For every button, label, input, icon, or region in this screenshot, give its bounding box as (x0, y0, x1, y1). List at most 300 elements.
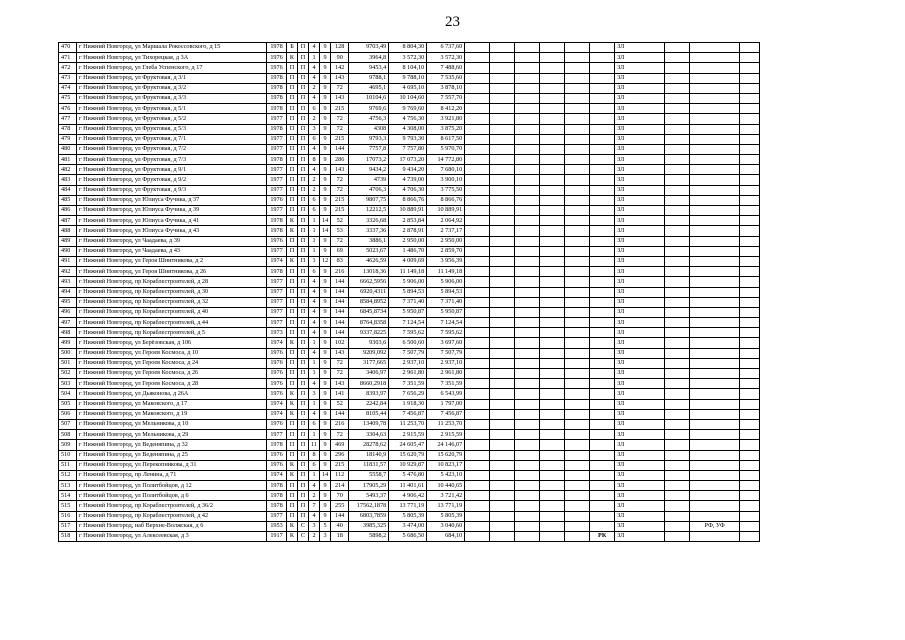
table-cell: 143 (331, 348, 349, 358)
table-cell (665, 409, 690, 419)
table-cell (465, 43, 490, 53)
table-cell (565, 287, 590, 297)
table-cell (690, 318, 740, 328)
table-cell (515, 73, 540, 83)
table-cell (465, 63, 490, 73)
table-row (59, 511, 760, 521)
table-cell: 1974 (267, 409, 287, 419)
table-cell: П (298, 379, 309, 389)
table-cell (590, 501, 615, 511)
table-cell: РФ, УФ (690, 521, 740, 531)
table-cell (540, 450, 565, 460)
table-cell: 487 (59, 216, 77, 226)
table-cell: 2 064,92 (427, 216, 465, 226)
table-cell (565, 175, 590, 185)
table-cell (690, 379, 740, 389)
table-cell (540, 297, 565, 307)
table-cell: П (298, 328, 309, 338)
table-cell (590, 348, 615, 358)
table-cell (740, 297, 760, 307)
table-cell (665, 481, 690, 491)
table-cell: 215 (331, 104, 349, 114)
table-cell: 4 (309, 307, 320, 317)
table-cell: 1977 (267, 114, 287, 124)
table-cell (690, 134, 740, 144)
table-cell (540, 287, 565, 297)
table-cell: 2242,84 (349, 399, 389, 409)
table-cell (740, 470, 760, 480)
table-cell (540, 481, 565, 491)
table-cell (740, 256, 760, 266)
table-cell: 4 (309, 73, 320, 83)
table-cell (490, 348, 515, 358)
table-cell (665, 246, 690, 256)
table-cell: ЗЛ (615, 379, 665, 389)
table-cell: П (287, 73, 298, 83)
table-cell (690, 470, 740, 480)
table-cell: П (298, 369, 309, 379)
table-cell: 481 (59, 155, 77, 165)
table-cell: 128 (331, 43, 349, 53)
table-cell: г Нижний Новгород, ул Веденяпина, д 25 (77, 450, 267, 460)
table-cell: г Нижний Новгород, ул Юлиуса Фучика, д 43 (77, 226, 267, 236)
table-cell (590, 63, 615, 73)
table-cell: 215 (331, 134, 349, 144)
table-cell: 9 (320, 338, 331, 348)
table-cell (565, 460, 590, 470)
table-cell: 215 (331, 460, 349, 470)
table-cell: 6 (309, 134, 320, 144)
table-cell (465, 348, 490, 358)
table-cell (665, 175, 690, 185)
table-cell: 18 (331, 532, 349, 542)
table-cell: К (287, 521, 298, 531)
table-cell (740, 369, 760, 379)
table-cell: 2 915,59 (427, 430, 465, 440)
table-cell: 684,10 (427, 532, 465, 542)
table-cell (465, 185, 490, 195)
table-cell: г Нижний Новгород, пр Кораблестроителей, д 28 (77, 277, 267, 287)
table-cell: П (287, 481, 298, 491)
table-cell: П (298, 185, 309, 195)
table-cell: 1976 (267, 460, 287, 470)
table-cell: П (287, 430, 298, 440)
table-cell (465, 226, 490, 236)
table-cell: 17905,29 (349, 481, 389, 491)
table-cell: П (298, 93, 309, 103)
table-cell: 7 124,54 (389, 318, 427, 328)
table-cell: 2 950,00 (389, 236, 427, 246)
table-cell (690, 481, 740, 491)
table-cell: 9 434,20 (389, 165, 427, 175)
table-cell: П (287, 114, 298, 124)
table-cell: 4308 (349, 124, 389, 134)
table-cell (515, 277, 540, 287)
table-cell: г Нижний Новгород, ул Фруктовая, д 5/1 (77, 104, 267, 114)
table-cell (590, 491, 615, 501)
table-cell (465, 328, 490, 338)
table-cell: П (287, 155, 298, 165)
table-cell: 9 (320, 175, 331, 185)
table-cell (740, 399, 760, 409)
table-cell: 1 (309, 470, 320, 480)
table-cell: П (287, 348, 298, 358)
table-cell (690, 256, 740, 266)
table-cell: 4 (309, 379, 320, 389)
table-cell: П (298, 73, 309, 83)
table-cell: 5 476,80 (389, 470, 427, 480)
table-cell: 3 900,10 (427, 175, 465, 185)
table-row (59, 491, 760, 501)
table-cell: 9 (320, 93, 331, 103)
table-cell: 296 (331, 450, 349, 460)
table-cell (490, 267, 515, 277)
table-cell: 12212,5 (349, 206, 389, 216)
table-cell: П (287, 195, 298, 205)
table-cell (565, 470, 590, 480)
table-cell: 9 (320, 328, 331, 338)
table-cell: 72 (331, 358, 349, 368)
table-cell (565, 440, 590, 450)
table-cell: П (287, 134, 298, 144)
table-cell (665, 470, 690, 480)
table-cell: П (298, 430, 309, 440)
table-cell (465, 481, 490, 491)
table-cell: П (287, 83, 298, 93)
table-cell (540, 318, 565, 328)
table-cell: 9 (320, 114, 331, 124)
table-cell (515, 63, 540, 73)
table-cell: 497 (59, 318, 77, 328)
table-cell: 9 (320, 246, 331, 256)
table-cell: 216 (331, 267, 349, 277)
table-cell: 7 595,62 (427, 328, 465, 338)
table-cell (740, 124, 760, 134)
table-cell: 3 (309, 124, 320, 134)
table-cell (665, 348, 690, 358)
table-cell (540, 63, 565, 73)
table-cell: П (298, 307, 309, 317)
table-cell: 143 (331, 93, 349, 103)
table-cell: 4 906,42 (389, 491, 427, 501)
table-cell: 3326,68 (349, 216, 389, 226)
table-cell: 4 695,10 (389, 83, 427, 93)
table-cell: 2 (309, 83, 320, 93)
table-cell: П (298, 277, 309, 287)
table-cell (740, 53, 760, 63)
table-cell (540, 440, 565, 450)
table-cell: г Нижний Новгород, ул Перекопникова, д 31 (77, 460, 267, 470)
table-cell: 1978 (267, 216, 287, 226)
table-cell (565, 206, 590, 216)
table-row (59, 470, 760, 480)
table-cell: 471 (59, 53, 77, 63)
table-cell (490, 236, 515, 246)
table-cell (690, 73, 740, 83)
table-cell (540, 430, 565, 440)
table-cell (540, 389, 565, 399)
table-cell: 10 889,91 (427, 206, 465, 216)
table-cell (740, 277, 760, 287)
table-cell (540, 185, 565, 195)
table-cell (490, 226, 515, 236)
table-cell (690, 206, 740, 216)
table-cell: 6 (309, 267, 320, 277)
table-cell (590, 144, 615, 154)
table-cell: 7 351,59 (427, 379, 465, 389)
table-cell: 4 (309, 144, 320, 154)
table-cell (665, 73, 690, 83)
table-cell (665, 165, 690, 175)
table-cell: 90 (331, 53, 349, 63)
table-cell: К (287, 338, 298, 348)
table-cell (740, 348, 760, 358)
table-cell: 7 507,79 (389, 348, 427, 358)
table-cell (465, 83, 490, 93)
table-row (59, 134, 760, 144)
table-cell: г Нижний Новгород, наб Верхне-Волжская, д 6 (77, 521, 267, 531)
table-cell: 494 (59, 287, 77, 297)
table-cell: 83 (331, 256, 349, 266)
table-cell: 4 (309, 63, 320, 73)
table-cell (665, 93, 690, 103)
table-cell: 214 (331, 481, 349, 491)
table-cell (540, 491, 565, 501)
table-cell (690, 369, 740, 379)
table-cell: РК (590, 532, 615, 542)
table-cell (665, 450, 690, 460)
table-cell: П (287, 124, 298, 134)
table-cell: 1 (309, 430, 320, 440)
table-cell: г Нижний Новгород, ул Фруктовая, д 9/3 (77, 185, 267, 195)
table-cell: 1976 (267, 379, 287, 389)
table-cell (740, 379, 760, 389)
table-cell (490, 134, 515, 144)
table-cell: 9 (320, 104, 331, 114)
table-cell (465, 246, 490, 256)
table-cell: 9 (320, 53, 331, 63)
table-cell: г Нижний Новгород, пр Кораблестроителей, д 40 (77, 307, 267, 317)
table-cell (565, 481, 590, 491)
table-cell: г Нижний Новгород, пр Кораблестроителей, д 36/2 (77, 501, 267, 511)
table-cell: ЗЛ (615, 409, 665, 419)
table-cell: 5 (320, 521, 331, 531)
table-cell (740, 491, 760, 501)
table-cell: 1 (309, 216, 320, 226)
table-cell: 15 620,79 (389, 450, 427, 460)
table-cell (490, 511, 515, 521)
table-cell (540, 83, 565, 93)
table-cell (490, 532, 515, 542)
table-cell (690, 338, 740, 348)
table-cell (690, 175, 740, 185)
table-cell: 510 (59, 450, 77, 460)
table-cell: 1977 (267, 144, 287, 154)
table-cell: 5 686,50 (389, 532, 427, 542)
table-cell: 4756,3 (349, 114, 389, 124)
table-cell (540, 114, 565, 124)
table-cell: ЗЛ (615, 348, 665, 358)
table-cell (490, 501, 515, 511)
table-cell: ЗЛ (615, 267, 665, 277)
table-cell (665, 43, 690, 53)
table-cell: г Нижний Новгород, ул Фруктовая, д 3/1 (77, 73, 267, 83)
table-cell (590, 104, 615, 114)
table-cell (490, 73, 515, 83)
table-cell: 5 805,39 (389, 511, 427, 521)
table-cell: 1976 (267, 195, 287, 205)
table-cell: 513 (59, 481, 77, 491)
table-cell: ЗЛ (615, 206, 665, 216)
table-cell (465, 155, 490, 165)
table-cell (690, 246, 740, 256)
table-cell: ЗЛ (615, 318, 665, 328)
table-row (59, 175, 760, 185)
table-cell (540, 409, 565, 419)
table-cell: 144 (331, 318, 349, 328)
table-cell: 72 (331, 430, 349, 440)
table-cell: 7 371,40 (389, 297, 427, 307)
table-cell (565, 450, 590, 460)
table-cell: К (287, 53, 298, 63)
table-cell: П (287, 236, 298, 246)
table-cell: 8393,97 (349, 389, 389, 399)
table-cell: 14 772,80 (427, 155, 465, 165)
table-cell (465, 104, 490, 114)
table-cell: 6 (309, 206, 320, 216)
table-cell (465, 287, 490, 297)
table-cell: 11831,57 (349, 460, 389, 470)
table-cell: ЗЛ (615, 297, 665, 307)
table-cell: г Нижний Новгород, ул Маршала Рокоссовского, д 15 (77, 43, 267, 53)
table-cell (590, 226, 615, 236)
table-cell: 9 (320, 277, 331, 287)
table-cell: П (287, 165, 298, 175)
table-cell: 9 (320, 297, 331, 307)
table-cell (515, 328, 540, 338)
table-cell: 1978 (267, 93, 287, 103)
table-cell: 3 572,30 (389, 53, 427, 63)
table-cell: 9 (320, 460, 331, 470)
table-cell: 1977 (267, 175, 287, 185)
table-cell (590, 185, 615, 195)
table-cell: 473 (59, 73, 77, 83)
table-cell (465, 216, 490, 226)
table-cell: 2 937,10 (389, 358, 427, 368)
table-cell (540, 53, 565, 63)
table-cell: 1977 (267, 206, 287, 216)
table-cell (565, 277, 590, 287)
table-cell: 472 (59, 63, 77, 73)
table-cell: 18140,9 (349, 450, 389, 460)
table-cell: г Нижний Новгород, пр Кораблестроителей, д 30 (77, 287, 267, 297)
table-cell: 141 (331, 389, 349, 399)
table-cell (565, 307, 590, 317)
table-cell: 144 (331, 297, 349, 307)
table-cell (465, 93, 490, 103)
table-row (59, 277, 760, 287)
table-cell: 7 371,40 (427, 297, 465, 307)
table-cell (490, 104, 515, 114)
table-cell: 474 (59, 83, 77, 93)
table-cell (565, 134, 590, 144)
table-cell (590, 481, 615, 491)
table-cell: 4 (309, 409, 320, 419)
table-cell: П (287, 144, 298, 154)
table-cell (740, 114, 760, 124)
table-cell: ЗЛ (615, 185, 665, 195)
table-cell: П (287, 491, 298, 501)
table-cell (540, 246, 565, 256)
table-cell (465, 409, 490, 419)
table-cell: 8105,44 (349, 409, 389, 419)
table-cell: 3 775,50 (427, 185, 465, 195)
table-cell: 7 456,87 (389, 409, 427, 419)
table-cell: 216 (331, 419, 349, 429)
table-cell (515, 379, 540, 389)
table-cell: 478 (59, 124, 77, 134)
table-cell: П (298, 409, 309, 419)
table-cell: 1978 (267, 226, 287, 236)
table-cell (665, 511, 690, 521)
table-cell (490, 470, 515, 480)
table-cell: П (298, 338, 309, 348)
table-cell: г Нижний Новгород, ул Фруктовая, д 9/1 (77, 165, 267, 175)
table-cell (540, 328, 565, 338)
table-cell (590, 206, 615, 216)
table-cell: 6920,4311 (349, 287, 389, 297)
table-cell: 255 (331, 501, 349, 511)
table-cell (490, 175, 515, 185)
table-cell: 515 (59, 501, 77, 511)
table-cell (565, 358, 590, 368)
table-cell: 144 (331, 277, 349, 287)
table-cell: П (287, 185, 298, 195)
table-cell: 2 737,17 (427, 226, 465, 236)
table-row (59, 358, 760, 368)
table-cell (740, 358, 760, 368)
table-cell (465, 53, 490, 63)
table-cell: П (287, 511, 298, 521)
table-cell: 9337,8225 (349, 328, 389, 338)
table-cell: 9 (320, 379, 331, 389)
table-cell: П (298, 165, 309, 175)
table-cell (490, 297, 515, 307)
table-cell: 9 (320, 287, 331, 297)
table-cell (490, 165, 515, 175)
table-cell (565, 267, 590, 277)
table-cell (590, 216, 615, 226)
table-cell: 4626,59 (349, 256, 389, 266)
table-cell: 3 956,39 (427, 256, 465, 266)
table-cell (515, 185, 540, 195)
table-cell (490, 206, 515, 216)
table-cell: 5493,37 (349, 491, 389, 501)
table-cell (690, 328, 740, 338)
table-cell: 17 073,20 (389, 155, 427, 165)
table-cell: 144 (331, 511, 349, 521)
table-cell (565, 521, 590, 531)
table-cell: 1 (309, 399, 320, 409)
table-cell (565, 399, 590, 409)
table-cell: П (287, 419, 298, 429)
table-cell (690, 267, 740, 277)
table-cell (590, 409, 615, 419)
table-cell (690, 185, 740, 195)
table-cell (690, 430, 740, 440)
table-cell (590, 277, 615, 287)
table-cell (490, 409, 515, 419)
